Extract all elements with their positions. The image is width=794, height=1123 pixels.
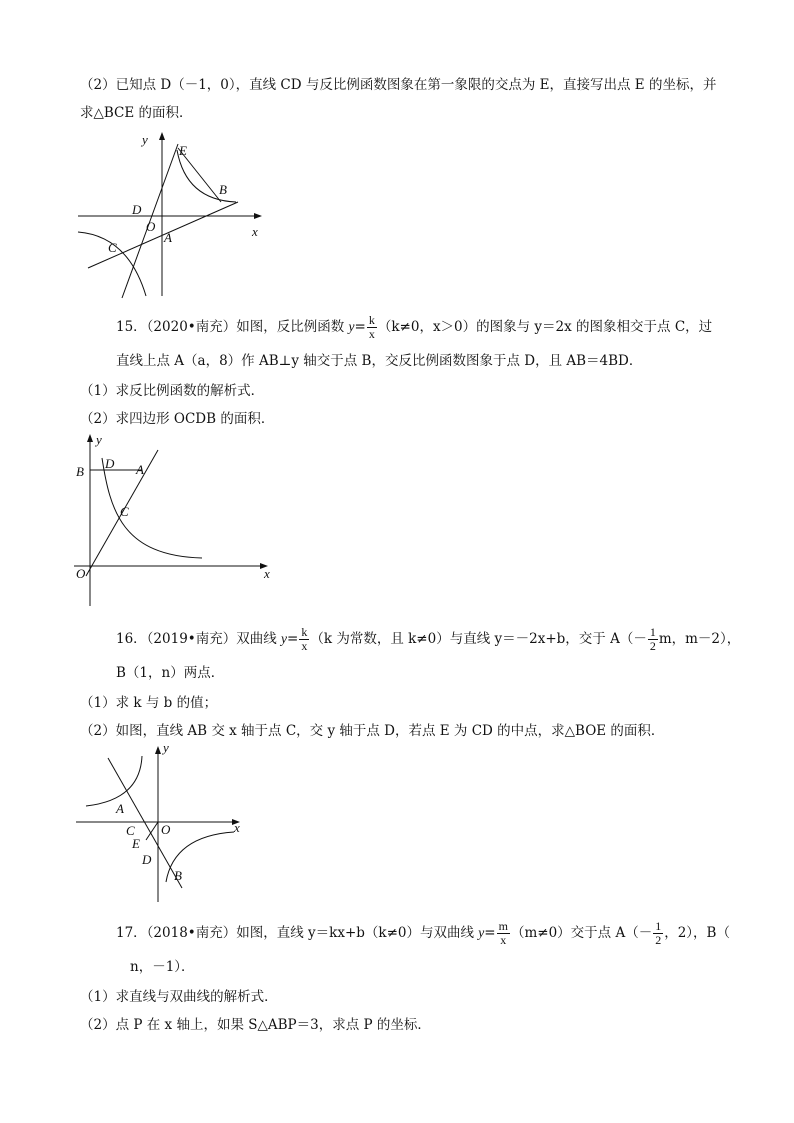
q17-line1-prefix: 17．（2018•南充）如图，直线 y＝kx+b（k≠0）与双曲线	[116, 925, 479, 941]
q16-part2: （2）如图，直线 AB 交 x 轴于点 C，交 y 轴于点 D，若点 E 为 CD 的中点，求△BOE 的面积．	[80, 723, 665, 739]
q16-part1: （1）求 k 与 b 的值；	[80, 695, 218, 711]
q14-label-e: E	[179, 143, 187, 158]
q17-line1-suffix: ，2），B（	[664, 925, 730, 941]
q14-label-a: A	[164, 230, 172, 245]
q15-part2: （2）求四边形 OCDB 的面积．	[80, 411, 275, 427]
q14-label-d: D	[132, 202, 142, 217]
q17-frac2-den: 2	[655, 933, 662, 947]
q15-label-o: O	[76, 566, 86, 581]
q16-label-x: x	[234, 820, 240, 835]
q15-line2: 直线上点 A（a，8）作 AB⊥y 轴交于点 B，交反比例函数图象于点 D，且 AB＝4BD．	[116, 353, 643, 369]
q14-part2-line2: 求△BCE 的面积．	[80, 105, 193, 121]
q14-label-b: B	[219, 182, 227, 197]
q16-label-c: C	[126, 823, 135, 838]
q16-line1: 16．（2019•南充）双曲线 y= $\frac{k}{x}$ （k 为常数，且 k≠0）与直线 y＝－2x+b，交于 A（－ $\frac{1}{2}$ m，m－2），	[116, 625, 741, 653]
q17-fraction	[497, 920, 510, 947]
q15-fraction	[367, 314, 377, 341]
q16-frac2-den: 2	[649, 639, 656, 653]
q15-frac-num: k	[368, 313, 375, 327]
q15-label-b: B	[76, 464, 84, 479]
q14-label-o: O	[146, 219, 156, 234]
q14-label-x: x	[252, 224, 258, 239]
q14-part2-line1: （2）已知点 D（－1，0），直线 CD 与反比例函数图象在第一象限的交点为 E，直接写出点 E 的坐标，并	[80, 77, 717, 93]
q16-figure	[74, 740, 254, 906]
q15-label-d: D	[105, 456, 115, 471]
q16-line1-prefix: 16．（2019•南充）双曲线	[116, 631, 282, 647]
q16-label-b: B	[174, 868, 182, 883]
q15-line1: 15．（2020•南充）如图，反比例函数 y= $\frac{k}{x}$ （k≠0，x＞0）的图象与 y＝2x 的图象相交于点 C，过	[116, 313, 713, 341]
q15-figure	[72, 430, 282, 610]
q17-line1-mid: （m≠0）交于点 A（－	[510, 925, 653, 941]
q16-line1-suffix: m，m－2），	[658, 631, 741, 647]
q16-fraction	[299, 626, 309, 653]
q16-label-d: D	[142, 852, 152, 867]
q15-label-c: C	[120, 504, 129, 519]
q17-line2: n，－1）．	[130, 959, 195, 975]
q15-part1: （1）求反比例函数的解析式．	[80, 383, 265, 399]
q16-frac-den: x	[301, 639, 308, 653]
q17-part2: （2）点 P 在 x 轴上，如果 S△ABP＝3，求点 P 的坐标．	[80, 1017, 431, 1033]
q16-fraction2	[648, 626, 658, 653]
q15-line1-suffix: （k≠0，x＞0）的图象与 y＝2x 的图象相交于点 C，过	[377, 319, 713, 335]
q15-label-a: A	[136, 462, 144, 477]
q16-line2: B（1，n）两点．	[116, 665, 225, 681]
q14-figure	[76, 128, 276, 303]
q17-fraction2	[653, 920, 663, 947]
q16-frac-num: k	[301, 625, 308, 639]
q16-label-e: E	[132, 836, 140, 851]
q17-part1: （1）求直线与双曲线的解析式．	[80, 989, 278, 1005]
q17-line1: 17．（2018•南充）如图，直线 y＝kx+b（k≠0）与双曲线 y= $\frac{m}{x}$ （m≠0）交于点 A（－ $\frac{1}{2}$ ，2），B（	[116, 919, 730, 947]
q15-frac-den: x	[368, 327, 375, 341]
q17-frac2-num: 1	[655, 919, 662, 933]
q14-label-y: y	[142, 132, 148, 147]
q16-line1-mid: （k 为常数，且 k≠0）与直线 y＝－2x+b，交于 A（－	[310, 631, 647, 647]
q16-frac2-num: 1	[649, 625, 656, 639]
q16-label-y: y	[163, 740, 169, 755]
q17-frac-num: m	[498, 919, 508, 933]
q15-line1-prefix: 15．（2020•南充）如图，反比例函数	[116, 319, 349, 335]
q17-frac-den: x	[500, 933, 507, 947]
q16-label-a: A	[116, 801, 124, 816]
q14-label-c: C	[108, 240, 117, 255]
q16-label-o: O	[161, 822, 171, 837]
q15-label-x: x	[264, 566, 270, 581]
q15-label-y: y	[96, 432, 102, 447]
